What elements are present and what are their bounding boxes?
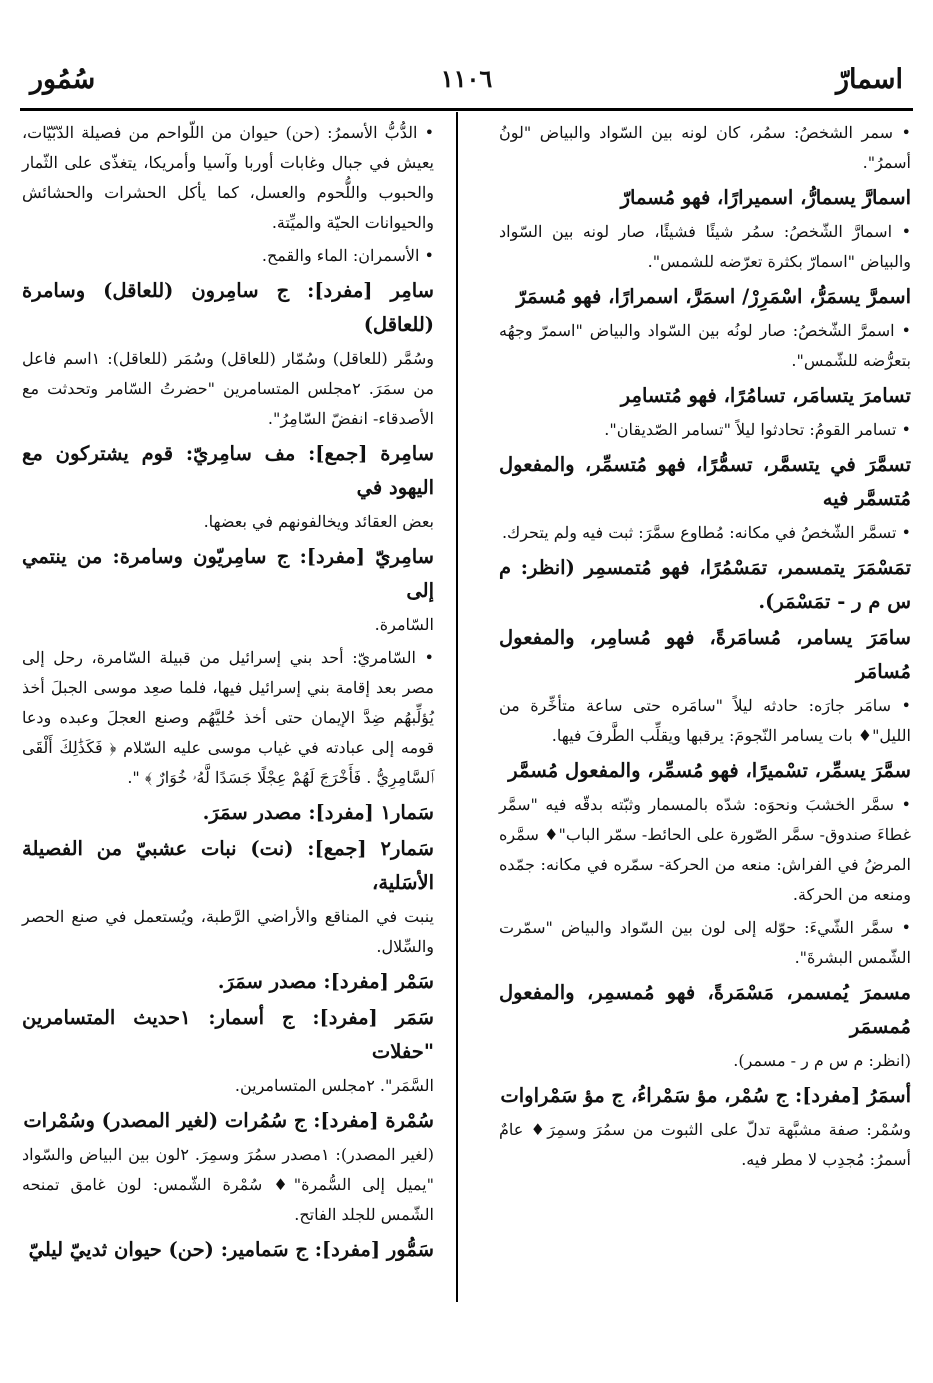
header-rule bbox=[20, 108, 913, 111]
entry-headword: اسمارَّ يسمارُّ، اسميرارًا، فهو مُسمارّ bbox=[620, 186, 911, 209]
entry-text: (انظر: م س م ر - مسمر). bbox=[733, 1051, 911, 1070]
entry-headword: سَمَر [مفرد]: ج أسمار: ١حديث المتسامرين "حفلات bbox=[22, 1006, 435, 1063]
entry-headword: سُمْرة [مفرد]: ج سُمُرات (لغير المصدر) وسُمْرات bbox=[23, 1109, 434, 1132]
page-header bbox=[22, 58, 911, 102]
entry-headword: تمَسْمَرَ يتمسمر، تمَسْمُرًا، فهو مُتمسمِر (انظر: م س م ر - تمَسْمَر). bbox=[499, 556, 911, 613]
entry-headword: تسمَّرَ في يتسمَّر، تسمُّرًا، فهو مُتسمِّر، والمفعول مُتسمَّر فيه bbox=[499, 453, 911, 510]
entry-headword: سامِريّ [مفرد]: ج سامِريّون وسامرة: من ينتمي إلى bbox=[22, 545, 434, 602]
entry-text: وسُمَّر (للعاقل) وسُمّار (للعاقل) وسُمَر (للعاقل): ١اسم فاعل من سمَرَ. ٢مجلس المتسامرين "حضرتُ السّامر وتحدثت مع الأصدقاء- انفضّ السّامِرُ". bbox=[22, 349, 435, 428]
entry-text: ينبت في المناقع والأراضي الرَّطبة، ويُستعمل في صنع الحصر والسِّلال. bbox=[22, 907, 434, 956]
entry-headword: مسمرَ يُمسمر، مَسْمَرةً، فهو مُمسمِر، والمفعول مُمسمَر bbox=[499, 981, 911, 1038]
page-number: ١١٠٦ bbox=[440, 64, 493, 93]
entry-definition: • الدُّبُّ الأسمرُ: (حن) حيوان من اللّواحم من فصيلة الدّبّيّات، يعيش في جبال وغابات أوربا وآسيا وأمريكا، يتغذّى على الثّمار والحبوب واللُّحوم والعسل، كما يأكل الحشرات والحشائش والحيوانات الحيّة والميِّتة. bbox=[22, 118, 434, 238]
entry-text: السّامرة. bbox=[374, 615, 434, 634]
entry-text: بعض العقائد ويخالفونهم في بعضها. bbox=[203, 512, 434, 531]
entry-headword: سَمار١ [مفرد]: مصدر سمَرَ. bbox=[202, 801, 434, 824]
running-head-first-entry: اسمارّ bbox=[836, 64, 903, 95]
entry-headword: سامِرة [جمع]: مف سامِريّ: قوم يشتركون مع اليهود في bbox=[22, 442, 434, 499]
entry-headword: اسمرَّ يسمَرُّ، اسْمَرِرْ/ اسمَرَّ، اسمرارًا، فهو مُسمَرّ bbox=[516, 285, 911, 308]
entry-definition: • تسمَّر الشّخصُ في مكانه: مُطاوع سمَّرَ: ثبت فيه ولم يتحرك. bbox=[499, 518, 911, 548]
entry-headword: سمَّرَ يسمِّر، تسْميرًا، فهو مُسمِّر، والمفعول مُسمَّر bbox=[508, 759, 911, 782]
entry-text: وسُمْر: صفة مشبَّهة تدلّ على الثبوت من سمُرَ وسمِرَ♦ عامٌ أسمرُ: مُجدِب لا مطر فيه. bbox=[499, 1120, 911, 1169]
entry-headword: سَمُّور [مفرد]: ج سَمامير: (حن) حيوان ثدييّ ليليّ bbox=[28, 1238, 434, 1261]
entry-definition: • سمَّر الشّيءَ: حوّله إلى لون بين السّواد والبياض "سمّرت الشّمس البشرةَ". bbox=[499, 913, 911, 973]
entry-headword: تسامرَ يتسامَر، تسامُرًا، فهو مُتسامِر bbox=[620, 384, 911, 407]
entry-definition: • اسمرَّ الشّخصُ: صار لونُه بين السّواد والبياض "اسمرّ وجهُه بتعرُّضه للشّمس". bbox=[499, 316, 911, 376]
entry-definition: • الأسمران: الماء والقمح. bbox=[22, 241, 434, 271]
entry-definition: • السّامريّ: أحد بني إسرائيل من قبيلة السّامرة، رحل إلى مصر بعد إقامة بني إسرائيل فيها، فلما صعِد موسى الجبلَ أخذ يُؤلِّبهُم ضِدَّ الإيمان حتى أخذ حُليَّهُم وصنع العجلَ وعبده ودعا قومه إلى عبادته في غياب موسى عليه السّلام ﴿ فَكَذَٰلِكَ أَلْقَى ٱلسَّامِرِيُّ . فَأَخْرَجَ لَهُمْ عِجْلًا جَسَدًا لَّهُۥ خُوَارٌ ﴾ ". bbox=[22, 643, 434, 793]
entry-definition: • سمَّر الخشبَ ونحوَه: شدّه بالمسمار وثبّته بدقّه فيه "سمَّر غطاءَ صندوق- سمَّر الصّورة على الحائط- سمّر الباب"♦ سمَّره المرضُ في الفراش: منعه من الحركة- سمّره في مكانه: جمّده ومنعه من الحركة. bbox=[499, 790, 911, 910]
running-head-last-entry: سُمُور bbox=[30, 64, 96, 95]
entry-definition: • تسامر القومُ: تحادثوا ليلاً "تسامر الصّديقان". bbox=[499, 415, 911, 445]
entry-headword: سَمْر [مفرد]: مصدر سمَرَ. bbox=[217, 970, 434, 993]
entry-headword: سَمار٢ [جمع]: (نت) نبات عشبيّ من الفصيلة الأسَلية، bbox=[22, 837, 434, 894]
left-column bbox=[22, 118, 434, 1269]
entry-definition: • سامَر جارَه: حادثه ليلاً "سامَره حتى ساعة متأخِّرة من الليل"♦ بات يسامر النّجومَ: يرقبها ويقلِّب الطَّرفَ فيها. bbox=[499, 691, 911, 751]
entry-headword: أسمَرُ [مفرد]: ج سُمْر، مؤ سَمْراءُ، ج مؤ سَمْراوات bbox=[500, 1084, 911, 1107]
right-column bbox=[499, 118, 911, 1178]
entry-headword: سامَرَ يسامر، مُسامَرةً، فهو مُسامِر، والمفعول مُسامَر bbox=[499, 626, 911, 683]
column-divider bbox=[456, 112, 458, 1302]
entry-definition: • اسمارَّ الشّخصُ: سمُر شيئًا فشيئًا، صار لونه بين السّواد والبياض "اسمارّ بكثرة تعرّضه للشمس". bbox=[499, 217, 911, 277]
entry-headword: سامِر [مفرد]: ج سامِرون (للعاقل) وسامرة (للعاقل) bbox=[22, 279, 434, 336]
entry-definition: • سمر الشخصُ: سمُر، كان لونه بين السّواد والبياض "لونُ أسمرُ". bbox=[499, 118, 911, 178]
entry-text: (لغير المصدر): ١مصدر سمُرَ وسمِرَ. ٢لون بين البياض والسّواد "يميل إلى السُّمرة"♦ سُمْرة الشّمس: لون غامق تمنحه الشّمس للجلد الفاتح. bbox=[22, 1145, 435, 1224]
entry-text: السَّمَر". ٢مجلس المتسامرين. bbox=[234, 1076, 434, 1095]
